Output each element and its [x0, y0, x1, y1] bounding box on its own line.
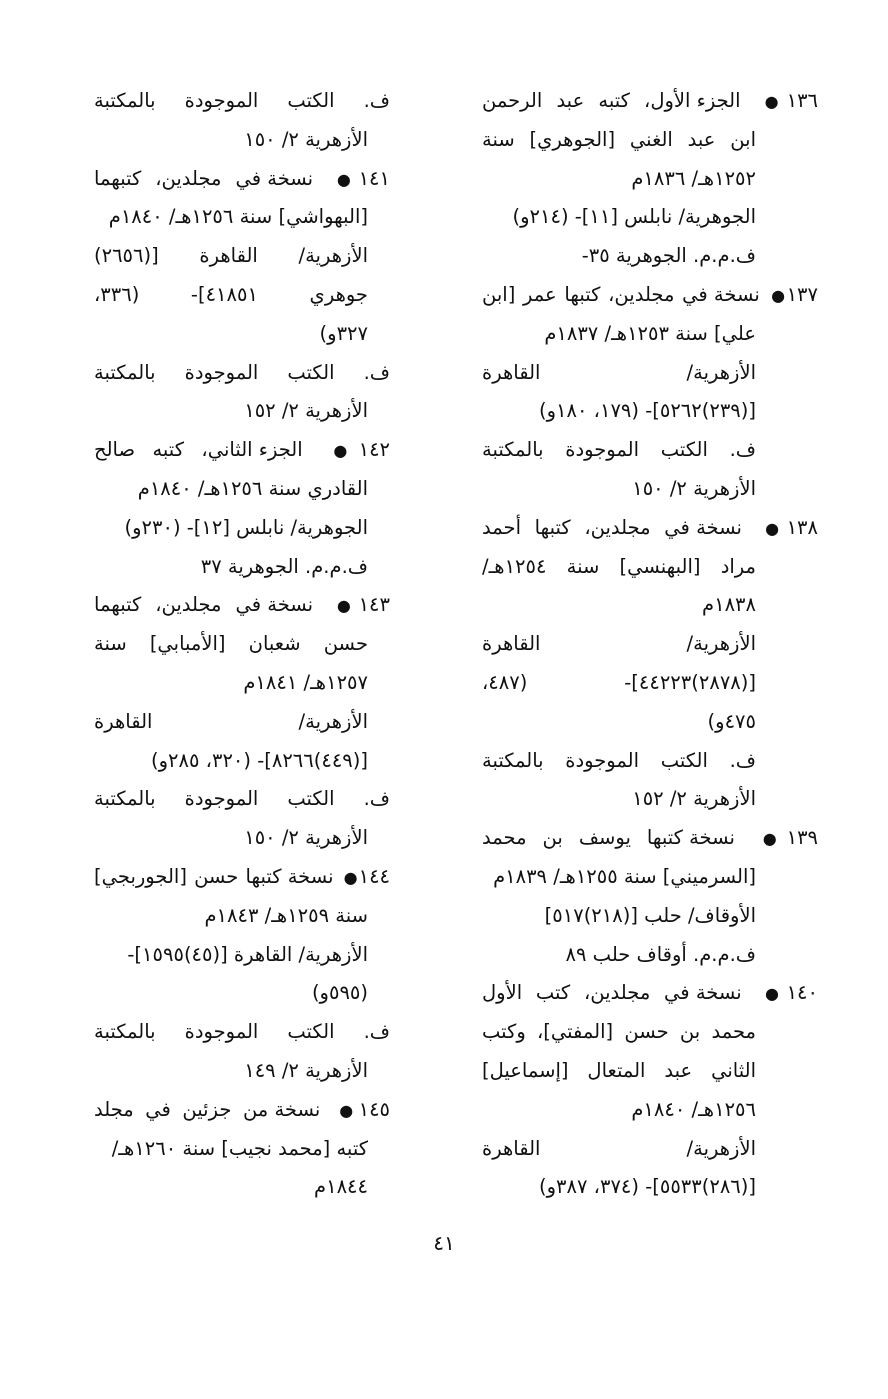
entry-line: الأزهرية ٢/ ١٥٠ [244, 127, 368, 151]
entry-line: نسخة في مجلدين، كتبهما [94, 593, 314, 617]
entry-138 [482, 509, 818, 819]
entry-line: ٤٧٥و) [707, 709, 756, 733]
entry-144 [94, 858, 390, 1091]
entry-line: الجزء الثاني، كتبه صالح [94, 438, 303, 462]
entry-number: ١٤٤ [358, 864, 390, 888]
entry-line: ف. الكتب الموجودة بالمكتبة [94, 1020, 390, 1044]
entry-line: ١٢٥٦هـ/ ١٨٤٠م [631, 1097, 756, 1121]
entry-line: الأزهرية/ القاهرة [482, 632, 756, 656]
bullet-icon: ● [333, 1100, 359, 1120]
bullet-icon: ● [329, 596, 359, 616]
entry-143 [94, 586, 390, 858]
entry-number: ١٣٨ [786, 515, 818, 539]
entry-137 [482, 276, 818, 509]
entry-line: الأزهرية ٢/ ١٥٠ [632, 476, 756, 500]
entry-line: نسخة كتبها حسن [الجوربجي] [94, 864, 334, 888]
entry-line: الأزهرية ٢/ ١٥٢ [244, 399, 368, 423]
entry-line: الأزهرية/ القاهرة [482, 1136, 756, 1160]
entry-line: حسن شعبان [الأمبابي] سنة [94, 632, 368, 656]
entry-line: ف.م.م. الجوهرية ٣٧ [200, 554, 368, 578]
entry-line: القادري سنة ١٢٥٦هـ/ ١٨٤٠م [137, 476, 368, 500]
entry-line: ١٨٣٨م [702, 593, 756, 617]
entry-line: ف. الكتب الموجودة بالمكتبة [482, 438, 756, 462]
entry-line: ١٢٥٧هـ/ ١٨٤١م [243, 670, 368, 694]
entry-line: الأزهرية ٢/ ١٥٢ [632, 787, 756, 811]
bullet-icon: ● [757, 984, 787, 1004]
entry-line: كتبه [محمد نجيب] سنة ١٢٦٠هـ/ [111, 1136, 368, 1160]
entry-line: الأزهرية/ القاهرة [(٢٦٥٦) [94, 244, 368, 268]
entry-line: ف.م.م. الجوهرية ٣٥- [581, 244, 756, 268]
entry-line: علي] سنة ١٢٥٣هـ/ ١٨٣٧م [544, 321, 756, 345]
entry-line: الجزء الأول، كتبه عبد الرحمن [482, 89, 741, 112]
entry-number: ١٤٣ [358, 593, 390, 617]
entry-142 [94, 431, 390, 586]
entry-number: ١٣٩ [786, 826, 818, 850]
entry-line: [(٢٨٦)٥٥٣٣]- (٣٧٤، ٣٨٧و) [539, 1175, 756, 1199]
entry-line: (٥٩٥و) [311, 981, 368, 1005]
entry-line: ٣٢٧و) [319, 321, 368, 345]
bullet-icon: ● [769, 285, 787, 305]
entry-line: ١٢٥٢هـ/ ١٨٣٦م [631, 166, 756, 190]
entry-145 [94, 1091, 390, 1207]
entry-line: نسخة في مجلدين، كتب الأول [482, 981, 742, 1005]
entry-line: نسخة كتبها يوسف بن محمد [482, 826, 735, 850]
entry-line: جوهري ٤١٨٥١]- (٣٣٦، [94, 282, 368, 306]
entry-line: الأوقاف/ حلب [(٢١٨)٥١٧] [544, 903, 756, 927]
entry-line: الجوهرية/ نابلس [١١]- (٢١٤و) [512, 205, 756, 229]
entry-line: ١٨٤٤م [314, 1175, 368, 1199]
entry-number: ١٤٢ [358, 438, 390, 462]
bullet-icon: ● [342, 867, 359, 887]
entry-number: ١٤٠ [786, 981, 818, 1005]
entry-line: نسخة في مجلدين، كتبهما [94, 166, 314, 190]
entry-line: ف.م.م. أوقاف حلب ٨٩ [565, 942, 756, 966]
entry-line: ف. الكتب الموجودة بالمكتبة [94, 787, 390, 811]
entry-line: ف. الكتب الموجودة بالمكتبة [482, 748, 756, 772]
entry-line: [(٢٨٧٨)٤٤٢٢٣]- (٤٨٧، [482, 670, 756, 694]
entry-line: الأزهرية ٢/ ١٥٠ [244, 826, 368, 850]
entry-140 [482, 974, 818, 1207]
entry-line: ف. الكتب الموجودة بالمكتبة [94, 89, 390, 112]
entry-line: الأزهرية/ القاهرة [482, 360, 756, 384]
entry-number: ١٣٧ [786, 282, 818, 306]
entry-136 [482, 82, 818, 276]
left-column [94, 82, 390, 1207]
page-number: ٤١ [433, 1231, 455, 1255]
entry-line: الأزهرية/ القاهرة [(٤٥)١٥٩٥]- [127, 942, 368, 966]
entry-139 [482, 819, 818, 974]
entry-line: ابن عبد الغني [الجوهري] سنة [482, 127, 756, 151]
entry-line: ف. الكتب الموجودة بالمكتبة [94, 360, 390, 384]
bullet-icon: ● [752, 829, 787, 849]
entry-line: [(٤٤٩)٨٢٦٦]- (٣٢٠، ٢٨٥و) [151, 748, 368, 772]
entry-line: [السرميني] سنة ١٢٥٥هـ/ ١٨٣٩م [493, 864, 756, 888]
entry-line: نسخة من جزئين في مجلد [94, 1097, 321, 1121]
bullet-icon: ● [329, 169, 359, 189]
entry-141 [94, 160, 390, 432]
entry-line: الثاني عبد المتعال [إسماعيل] [482, 1058, 756, 1082]
entry-line: [(٢٣٩)٥٢٦٢]- (١٧٩، ١٨٠و) [539, 399, 756, 423]
entry-line: نسخة في مجلدين، كتبها عمر [ابن [482, 282, 760, 306]
entry-number: ١٤٥ [358, 1097, 390, 1121]
entry-140-continued [94, 82, 390, 160]
entry-line: الأزهرية ٢/ ١٤٩ [244, 1058, 368, 1082]
entry-number: ١٣٦ [786, 89, 818, 112]
entry-line: نسخة في مجلدين، كتبها أحمد [482, 515, 742, 539]
entry-number: ١٤١ [358, 166, 390, 190]
right-column [482, 82, 818, 1207]
entry-line: [البهواشي] سنة ١٢٥٦هـ/ ١٨٤٠م [108, 205, 368, 229]
bullet-icon: ● [322, 441, 359, 461]
entry-line: محمد بن حسن [المفتي]، وكتب [482, 1020, 756, 1044]
entry-line: الأزهرية/ القاهرة [94, 709, 368, 733]
entry-line: الجوهرية/ نابلس [١٢]- (٢٣٠و) [124, 515, 368, 539]
entry-line: مراد [البهنسي] سنة ١٢٥٤هـ/ [482, 554, 756, 578]
bullet-icon: ● [757, 518, 787, 538]
entry-line: سنة ١٢٥٩هـ/ ١٨٤٣م [204, 903, 368, 927]
bullet-icon: ● [756, 92, 787, 111]
